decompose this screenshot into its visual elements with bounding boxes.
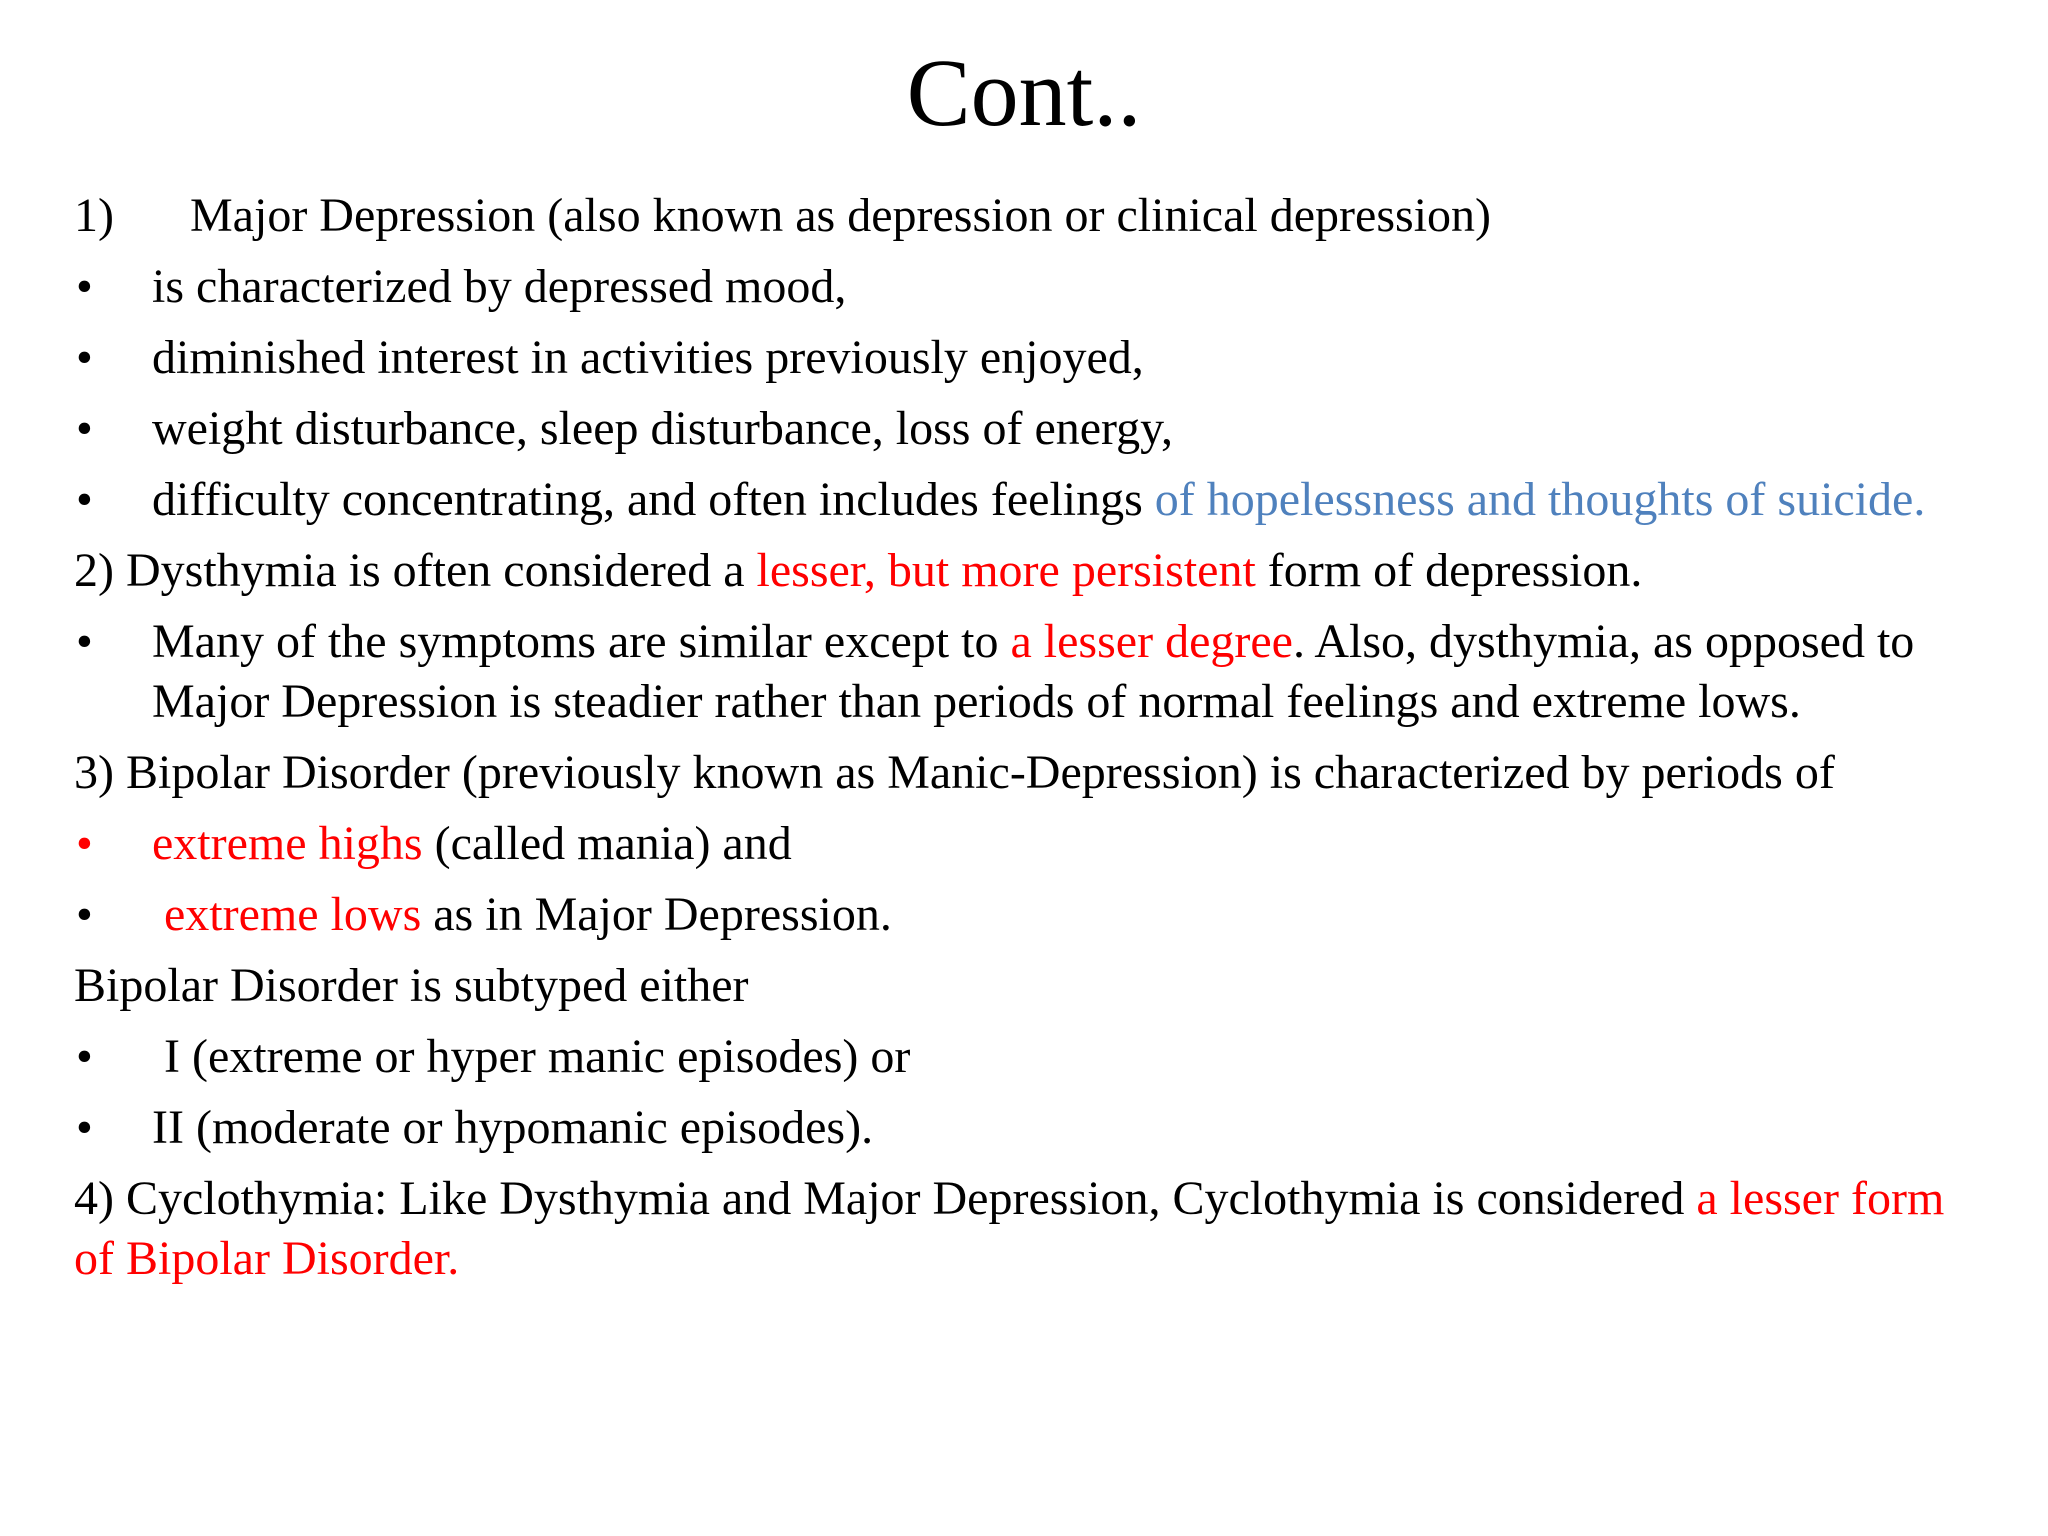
bullet-text [74,470,1994,530]
bullet-text-plain: as in Major Depression. [421,888,892,941]
bullet-item [74,257,1994,317]
bullet-text-plain: . Also, dysthymia, as opposed to Major Depression is steadier rather than periods of normal feelings and extreme lows. [152,615,1915,728]
bullet-icon: • [76,260,93,313]
bullet-item [74,885,1994,945]
slide-title: Cont.. [906,39,1142,146]
bullet-text [74,885,1994,945]
list-item-major-depression [74,186,1994,246]
bullet-item [74,814,1994,874]
bullet-icon: • [76,473,93,526]
list-item-text: 4) Cyclothymia: Like Dysthymia and Major Depression, Cyclothymia is considered [74,1172,1697,1225]
list-item-dysthymia [74,541,1994,601]
list-item-text: Major Depression (also known as depression or clinical depression) [190,189,1492,242]
bullet-text-plain: Many of the symptoms are similar except to [152,615,1011,668]
bullet-text: is characterized by depressed mood, [152,260,847,313]
slide-body [74,186,1994,1289]
list-item-highlight: a lesser form of Bipolar Disorder. [74,1172,1945,1285]
bullet-icon: • [76,1101,93,1154]
bullet-icon: • [76,1030,93,1083]
list-number: 1) [74,189,114,242]
bullet-icon: • [76,331,93,384]
bullet-icon: • [76,817,93,870]
bullet-item [74,328,1994,388]
bullet-text-plain: (called mania) and [422,817,792,870]
bullet-text: diminished interest in activities previously enjoyed, [152,331,1144,384]
bullet-icon: • [76,402,93,455]
bullet-item [74,1027,1994,1087]
list-item-highlight: lesser, but more persistent [756,544,1256,597]
bullet-item [74,399,1994,459]
bullet-item [74,1098,1994,1158]
bullet-text: I (extreme or hyper manic episodes) or [152,1030,911,1083]
bullet-text-highlight: of hopelessness and thoughts of suicide. [1154,473,1926,526]
list-item-text: 2) Dysthymia is often considered a [74,544,757,597]
bullet-text [74,814,1994,874]
list-item-cyclothymia [74,1169,1994,1289]
bullet-text: II (moderate or hypomanic episodes). [152,1101,874,1154]
bullet-text-highlight: a lesser degree [1010,615,1293,668]
bullet-text-highlight: extreme lows [152,888,422,941]
bullet-text-plain: difficulty concentrating, and often includes feelings [152,473,1155,526]
bullet-text-highlight: extreme highs [152,817,423,870]
subtype-heading: Bipolar Disorder is subtyped either [74,959,749,1012]
bullet-icon: • [76,615,93,668]
bullet-item [74,470,1994,530]
bullet-text: weight disturbance, sleep disturbance, loss of energy, [152,402,1174,455]
bullet-icon: • [76,888,93,941]
bullet-text [74,612,1994,732]
bullet-item [74,612,1994,732]
list-item-bipolar: 3) Bipolar Disorder (previously known as Manic-Depression) is characterized by periods of [74,746,1835,799]
list-item-text: form of depression. [1255,544,1643,597]
